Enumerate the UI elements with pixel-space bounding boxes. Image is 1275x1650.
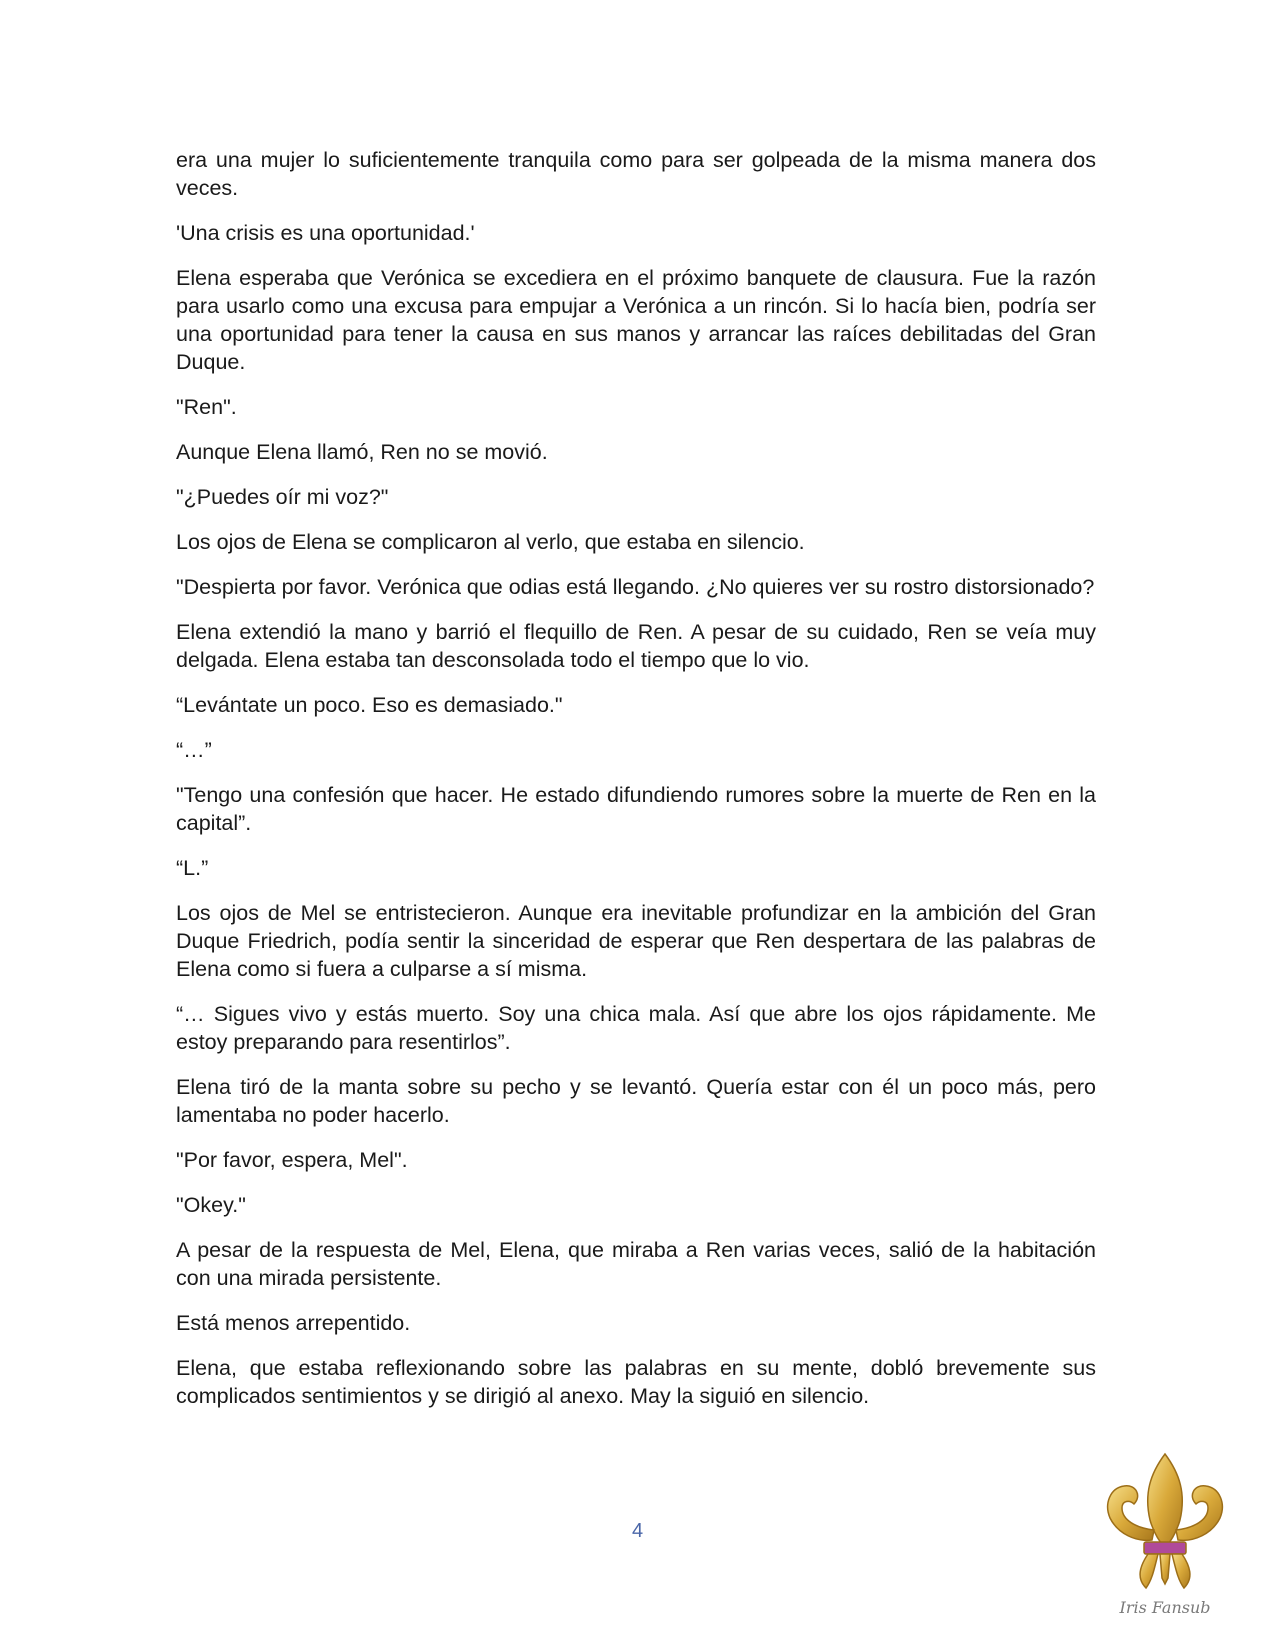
paragraph: "¿Puedes oír mi voz?" (176, 485, 389, 509)
paragraph: "Okey." (176, 1193, 246, 1217)
paragraph: "Despierta por favor. Verónica que odias está llegando. ¿No quieres ver su rostro distorsionado? (176, 575, 1095, 599)
paragraph: Los ojos de Mel se entristecieron. Aunque era inevitable profundizar en la ambición del Gran Duque Friedrich, podía sentir la sinceridad de esperar que Ren despertara de las palabras de Elena como si fuera a culparse a sí misma. (176, 901, 1096, 981)
paragraph: A pesar de la respuesta de Mel, Elena, que miraba a Ren varias veces, salió de la habitación con una mirada persistente. (176, 1238, 1096, 1290)
paragraph: "Por favor, espera, Mel". (176, 1148, 408, 1172)
paragraph: Elena esperaba que Verónica se excediera en el próximo banquete de clausura. Fue la razón para usarlo como una excusa para empujar a Verónica a un rincón. Si lo hacía bien, podría ser una oportunidad para tener la causa en sus manos y arrancar las raíces debilitadas del Gran Duque. (176, 266, 1096, 374)
fleur-de-lis-icon (1100, 1450, 1230, 1600)
paragraph: "Tengo una confesión que hacer. He estado difundiendo rumores sobre la muerte de Ren en la capital”. (176, 783, 1096, 835)
watermark-logo (1100, 1450, 1230, 1625)
paragraph: “…” (176, 738, 212, 762)
paragraph: era una mujer lo suficientemente tranquila como para ser golpeada de la misma manera dos veces. (176, 148, 1096, 200)
logo-signature: Iris Fansub (1119, 1598, 1211, 1617)
body-text (176, 146, 1096, 1427)
paragraph: “Levántate un poco. Eso es demasiado." (176, 693, 563, 717)
paragraph: "Ren". (176, 395, 237, 419)
paragraph: “… Sigues vivo y estás muerto. Soy una chica mala. Así que abre los ojos rápidamente. Me estoy preparando para resentirlos”. (176, 1002, 1096, 1054)
paragraph: Está menos arrepentido. (176, 1311, 411, 1335)
page-number: 4 (631, 1520, 644, 1542)
paragraph: Elena tiró de la manta sobre su pecho y se levantó. Quería estar con él un poco más, pero lamentaba no poder hacerlo. (176, 1075, 1096, 1127)
paragraph: Los ojos de Elena se complicaron al verlo, que estaba en silencio. (176, 530, 805, 554)
paragraph: Elena extendió la mano y barrió el flequillo de Ren. A pesar de su cuidado, Ren se veía muy delgada. Elena estaba tan desconsolada todo el tiempo que lo vio. (176, 620, 1096, 672)
paragraph: Elena, que estaba reflexionando sobre las palabras en su mente, dobló brevemente sus complicados sentimientos y se dirigió al anexo. May la siguió en silencio. (176, 1356, 1096, 1408)
paragraph: 'Una crisis es una oportunidad.' (176, 221, 475, 245)
paragraph: “L.” (176, 856, 209, 880)
paragraph: Aunque Elena llamó, Ren no se movió. (176, 440, 548, 464)
